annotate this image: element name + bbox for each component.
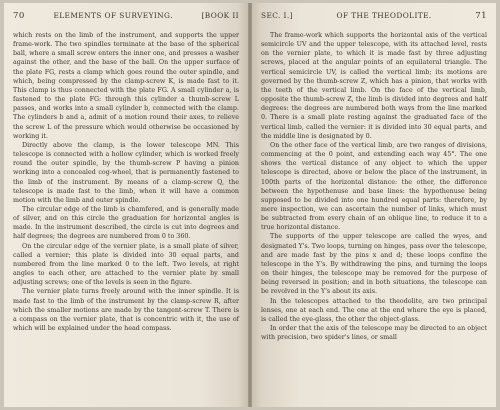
right-running-head: OF THE THEODOLITE. [336,11,432,20]
right-page-header [261,11,487,22]
paragraph: In the telescopes attached to the theodolite, are two principal lenses, one at each end. The one at the end where the eye is placed, is called the eye-glass, the other the object-glass. [261,297,487,323]
right-page [252,3,496,407]
paragraph: On the other face of the vertical limb, are two ranges of divisions, commencing at the 0 point, and extending each way 45°. The one shows the vertical distance of any object to which the upper telescope is directed, above or below the place of the instrument, in 100th parts of the horizontal distance: the other, the difference between the hypothenuse and base lines: the hypothenuse being supposed to be divided into one hundred equal parts: therefore, by mere inspection, we can ascertain the number of links, which must be subtracted from every chain of an oblique line, to reduce it to a true horizontal distance. [261,141,487,232]
paragraph: The supports of the upper telescope are called the wyes, and designated Y's. Two loops, turning on hinges, pass over the telescope, and are made fast by the pins x and d; these loops confine the telescope in the Y's. By withdrawing the pins, and turning the loops on their hinges, the telescope may be removed for the purpose of being reversed in position; and in both situations, the telescope can be revolved in the Y's about its axis. [261,233,487,296]
book-spread [4,3,496,407]
paragraph: On the circular edge of the vernier plate, is a small plate of silver, called a vernier; this plate is divided into 30 equal parts, and numbered from the line marked 0 to the left. Two levels, at right angles to each other, are attached to the vernier plate by small adjusting screws; one of the levels is seen in the figure. [13,242,239,287]
paragraph: The circular edge of the limb is chamfered, and is generally made of silver, and on this circle the graduation for horizontal angles is made. In the instrument described, the circle is cut into degrees and half degrees; the degrees are numbered from 0 to 360. [13,205,239,241]
left-running-head: ELEMENTS OF SURVEYING. [53,11,173,20]
paragraph: The vernier plate turns freely around with the inner spindle. It is made fast to the limb of the instrument by the clamp-screw R, after which the smaller motions are made by the tangent-screw T. There is a compass on the vernier plate, that is concentric with it, the use of which will be explained under the head compass. [13,288,239,332]
paragraph: The frame-work which supports the horizontal axis of the vertical semicircle UV and the upper telescope, with its attached level, rests on the vernier plate, to which it is made fast by three adjusting screws, placed at the angular points of an equilateral triangle. The vertical semicircle UV, is called the vertical limb; its motions are governed by the thumb-screw Z, which has a pinion, that works with the teeth of the vertical limb. On the face of the vertical limb, opposite the thumb-screw Z, the limb is divided into degrees and half degrees: the degrees are numbered both ways from the line marked 0. There is a small plate resting against the graduated face of the vertical limb, called the vernier: it is divided into 30 equal parts, and the middle line is designated by 0. [261,32,487,140]
left-book-label: [BOOK II [201,11,239,20]
left-page-text [13,31,239,333]
paragraph: In order that the axis of the telescope may be directed to an object with precision, two spider's lines, or small [261,325,487,342]
right-page-number: 71 [475,11,487,21]
left-page-header [13,11,239,22]
left-page [4,3,248,407]
right-section-label: SEC. I.] [261,11,293,20]
left-page-number: 70 [13,11,25,21]
paragraph: Directly above the clamp, is the lower telescope MN. This telescope is connected with a hollow cylinder, which is worked freely round the outer spindle, by the thumb-screw P having a pinion working into a concealed cog-wheel, that is permanently fastened to the limb of the instrument. By means of a clamp-screw Q, the telescope is made fast to the limb, when it will have a common motion with the limb and outer spindle. [13,141,239,204]
right-page-text [261,31,487,342]
paragraph: which rests on the limb of the instrument, and supports the upper frame-work. The two spindles terminate at the base of the spherical ball, where a small screw enters the inner one, and presses a washer against the other, and the base of the ball. On the upper surface of the plate FG, rests a clamp which goes round the outer spindle, and which, being compressed by the clamp-screw K, is made fast to it. This clamp is thus connected with the plate FG. A small cylinder a, is fastened to the plate FG: through this cylinder a thumb-screw L passes, and works into a small cylinder b, connected with the clamp. The cylinders b and a, admit of a motion round their axes, to relieve the screw L of the pressure which would otherwise be occasioned by working it. [13,32,239,140]
